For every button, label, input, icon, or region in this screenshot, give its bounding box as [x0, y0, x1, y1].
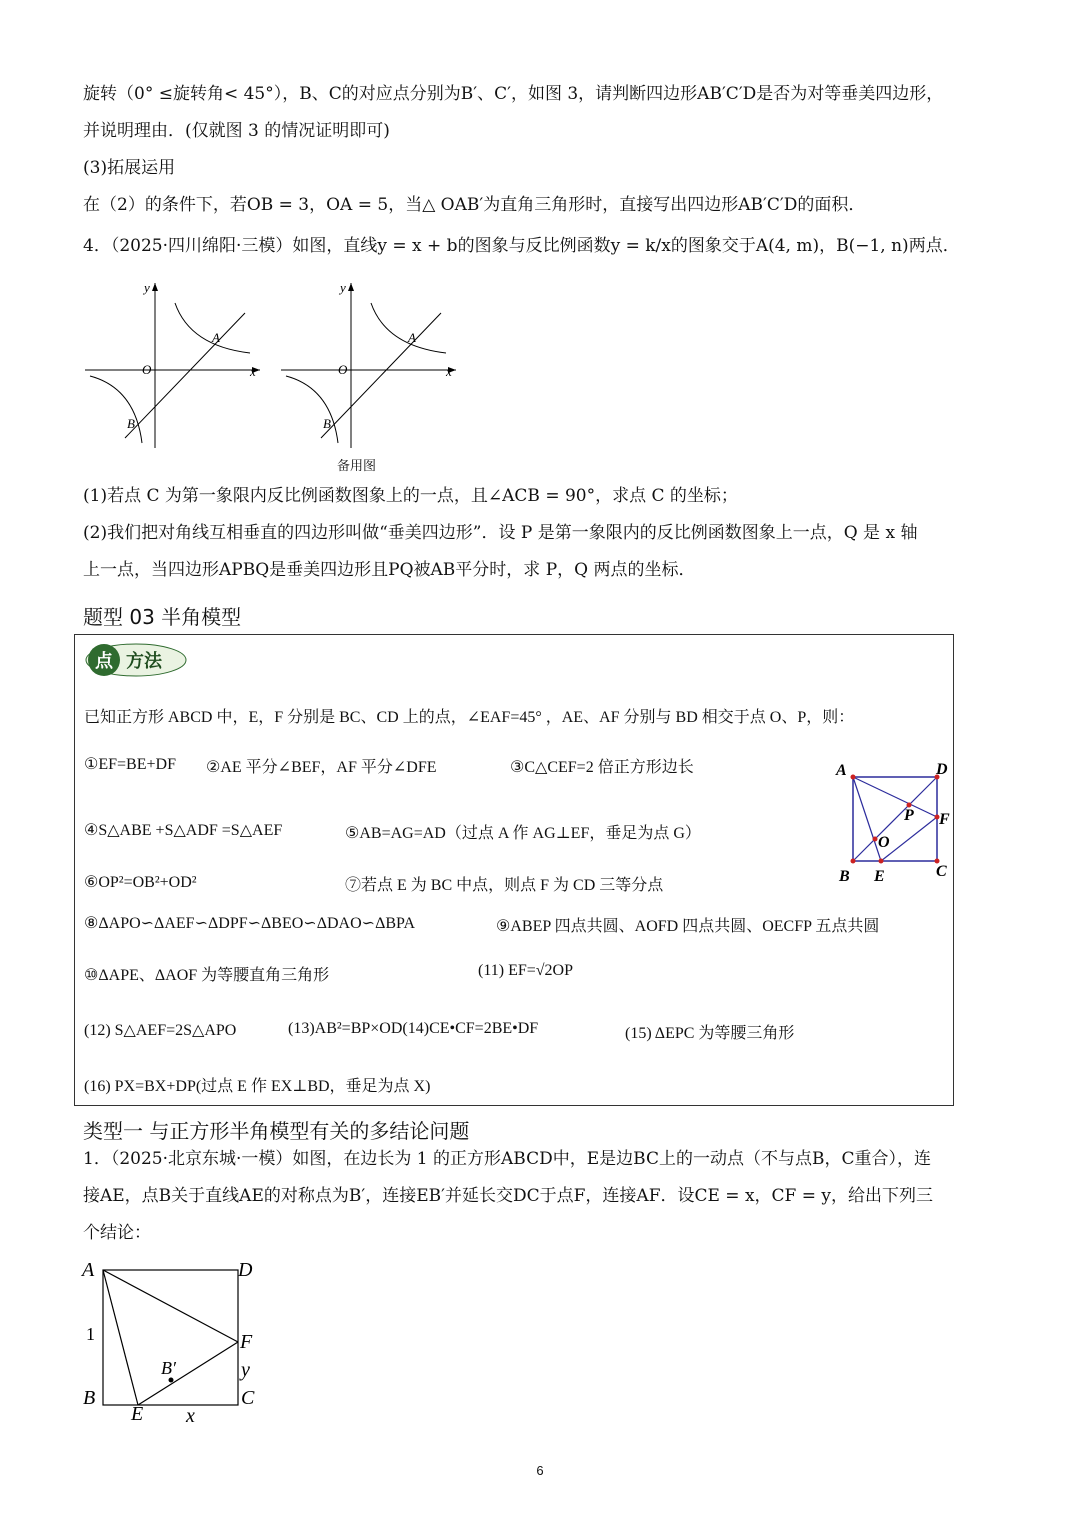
axis-label-y: y: [144, 280, 150, 295]
origin-label: O: [142, 362, 152, 377]
text-line: 在（2）的条件下，若OB = 3，OA = 5，当△ OAB′为直角三角形时，直接写出四边形AB′C′D的面积．: [83, 195, 866, 215]
method-intro: 已知正方形 ABCD 中，E，F 分别是 BC、CD 上的点，∠EAF=45° ，AE、AF 分别与 BD 相交于点 O、P，则：: [84, 709, 855, 726]
section-title: 题型 03 半角模型: [83, 605, 242, 629]
fig-label-b: B: [839, 868, 850, 885]
fig-label-b: B: [83, 1387, 96, 1409]
fig-label-side-length: 1: [86, 1324, 95, 1344]
page-number: 6: [536, 1463, 544, 1478]
conclusion-16: (16) PX=BX+DP(过点 E 作 EX⊥BD，垂足为点 X): [84, 1078, 431, 1095]
point-label-a: A: [212, 330, 220, 345]
conclusion-2: ②AE 平分∠BEF，AF 平分∠DFE: [206, 759, 437, 776]
axis-label-x: x: [446, 364, 452, 379]
fig-label-e: E: [131, 1403, 144, 1424]
q4-graph-2: [276, 278, 461, 453]
fig-label-c: C: [241, 1387, 255, 1409]
fig-label-p: P: [904, 807, 914, 824]
fig-label-o: O: [878, 834, 890, 851]
conclusion-5: ⑤AB=AG=AD（过点 A 作 AG⊥EF，垂足为点 G）: [345, 825, 701, 842]
question-4-part2-cont: 上一点，当四边形APBQ是垂美四边形且PQ被AB平分时，求 P，Q 两点的坐标．: [83, 560, 696, 580]
text-line: (3)拓展运用: [83, 158, 176, 178]
badge-icon-char: 点: [95, 651, 113, 671]
point-label-b: B: [323, 416, 331, 431]
q1-square-figure: [78, 1252, 273, 1424]
conclusion-15: (15) ΔEPC 为等腰三角形: [625, 1025, 795, 1042]
point-label-b: B: [127, 416, 135, 431]
conclusion-1: ①EF=BE+DF: [84, 756, 176, 773]
fig-label-e: E: [874, 868, 885, 885]
type1-title: 类型一 与正方形半角模型有关的多结论问题: [83, 1119, 470, 1143]
axis-label-x: x: [250, 364, 256, 379]
axis-label-y: y: [340, 280, 346, 295]
conclusion-4: ④S△ABE +S△ADF =S△AEF: [84, 822, 283, 839]
fig-label-b-prime: B′: [161, 1358, 176, 1378]
text-line: 并说明理由．(仅就图 3 的情况证明即可): [83, 121, 390, 141]
backup-figure-caption: 备用图: [337, 459, 377, 474]
fig-label-a: A: [82, 1259, 95, 1281]
fig-label-f: F: [240, 1331, 253, 1353]
conclusion-13-14: (13)AB²=BP×OD(14)CE•CF=2BE•DF: [288, 1020, 539, 1037]
origin-label: O: [338, 362, 348, 377]
question-4-stem: 4．（2025·四川绵阳·三模）如图，直线y = x + b的图象与反比例函数y = k/x的图象交于A(4, m)，B(−1, n)两点．: [83, 236, 960, 256]
question-1-line2: 接AE，点B关于直线AE的对称点为B′，连接EB′并延长交DC于点F，连接AF．设CE = x，CF = y，给出下列三: [83, 1186, 933, 1206]
fig-label-d: D: [936, 761, 948, 778]
question-4-part2: (2)我们把对角线互相垂直的四边形叫做“垂美四边形”．设 P 是第一象限内的反比例函数图象上一点，Q 是 x 轴: [83, 523, 918, 543]
point-label-a: A: [408, 330, 416, 345]
conclusion-8: ⑧ΔAPO∽ΔAEF∽ΔDPF∽ΔBEO∽ΔDAO∽ΔBPA: [84, 915, 416, 932]
conclusion-10: ⑩ΔAPE、ΔAOF 为等腰直角三角形: [84, 967, 330, 984]
question-4-part1: (1)若点 C 为第一象限内反比例函数图象上的一点，且∠ACB = 90°，求点 C 的坐标；: [83, 486, 738, 506]
fig-label-d: D: [238, 1259, 253, 1281]
badge-title: 方法: [126, 651, 162, 671]
half-angle-square-figure: [830, 755, 955, 890]
conclusion-11: (11) EF=√2OP: [478, 962, 573, 979]
fig-label-x: x: [186, 1405, 195, 1424]
question-1-line3: 个结论：: [83, 1223, 151, 1243]
conclusion-12: (12) S△AEF=2S△APO: [84, 1022, 237, 1039]
q4-graph-1: [80, 278, 265, 453]
fig-label-c: C: [936, 863, 947, 880]
question-1-line1: 1．（2025·北京东城·一模）如图，在边长为 1 的正方形ABCD中，E是边BC上的一动点（不与点B，C重合），连: [83, 1149, 931, 1169]
fig-label-f: F: [939, 811, 950, 828]
conclusion-9: ⑨ABEP 四点共圆、AOFD 四点共圆、OECFP 五点共圆: [496, 918, 880, 935]
method-badge: [84, 640, 188, 680]
conclusion-6: ⑥OP²=OB²+OD²: [84, 874, 197, 891]
conclusion-3: ③C△CEF=2 倍正方形边长: [510, 759, 694, 776]
fig-label-y: y: [241, 1359, 250, 1381]
fig-label-a: A: [836, 762, 847, 779]
text-line: 旋转（0° ≤旋转角< 45°），B、C的对应点分别为B′、C′，如图 3，请判断四边形AB′C′D是否为对等垂美四边形，: [83, 84, 944, 104]
conclusion-7: ⑦若点 E 为 BC 中点，则点 F 为 CD 三等分点: [345, 877, 664, 894]
